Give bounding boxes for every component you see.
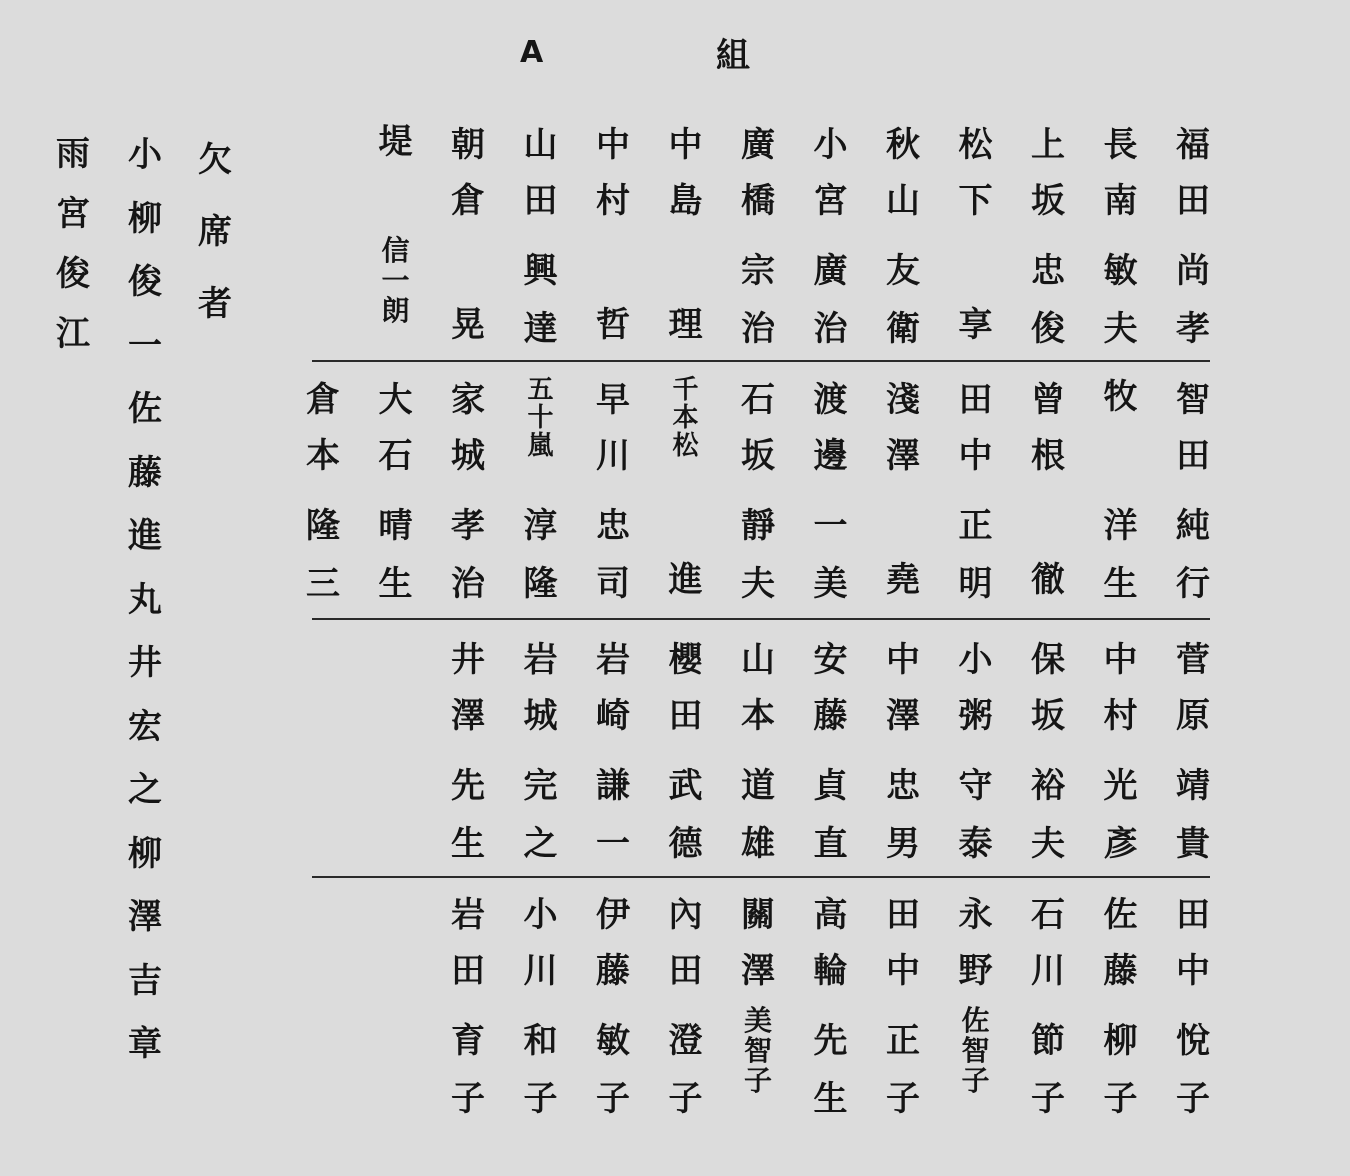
surname: 小 粥 bbox=[958, 640, 993, 736]
name-column bbox=[1098, 125, 1144, 355]
group-divider bbox=[312, 876, 1210, 878]
name-column bbox=[590, 380, 636, 610]
name-column bbox=[1170, 895, 1216, 1125]
given-name: 和 子 bbox=[523, 1021, 558, 1119]
name-column bbox=[1025, 640, 1071, 870]
name-column bbox=[735, 640, 781, 870]
name-column bbox=[735, 895, 781, 1125]
given-name: 隆 三 bbox=[306, 506, 340, 604]
given-name: 晃 bbox=[451, 305, 485, 345]
name-column bbox=[518, 375, 564, 610]
surname: 岩 城 bbox=[523, 640, 558, 736]
surname: 中 村 bbox=[596, 125, 630, 221]
given-name: 孝 治 bbox=[451, 506, 485, 604]
surname: 智 田 bbox=[1176, 380, 1210, 476]
name-column bbox=[953, 895, 999, 1125]
name-column bbox=[1170, 380, 1216, 610]
name-column bbox=[590, 895, 636, 1125]
surname: 廣 橋 bbox=[741, 125, 775, 221]
name-column bbox=[1098, 377, 1144, 610]
surname: 田 中 bbox=[886, 895, 920, 991]
surname: 中 村 bbox=[1103, 640, 1138, 736]
name-column bbox=[1025, 380, 1071, 610]
surname: 中 澤 bbox=[886, 640, 920, 736]
surname: 倉 本 bbox=[306, 380, 340, 476]
name-column bbox=[808, 640, 854, 870]
absentees-heading: 欠 席 者 bbox=[198, 140, 232, 324]
surname: 永 野 bbox=[958, 895, 993, 991]
surname: 秋 山 bbox=[886, 125, 920, 221]
surname: 田 中 bbox=[1176, 895, 1210, 991]
given-name: 興 達 bbox=[523, 251, 558, 349]
name-column bbox=[373, 380, 419, 610]
given-name: 進 bbox=[668, 560, 703, 600]
surname: 高 輪 bbox=[813, 895, 848, 991]
given-name: 徹 bbox=[1031, 560, 1065, 600]
given-name: 宗 治 bbox=[741, 251, 775, 349]
name-column bbox=[953, 125, 999, 355]
surname: 岩 崎 bbox=[596, 640, 630, 736]
name-column bbox=[590, 125, 636, 355]
given-name: 佐 智 子 bbox=[961, 1004, 990, 1097]
surname: 牧 bbox=[1103, 377, 1138, 417]
given-name: 享 bbox=[958, 305, 993, 345]
given-name: 敏 夫 bbox=[1103, 251, 1138, 349]
surname: 渡 邊 bbox=[813, 380, 848, 476]
surname: 朝 倉 bbox=[451, 125, 485, 221]
name-column bbox=[880, 640, 926, 870]
name-column bbox=[445, 640, 491, 870]
surname: 長 南 bbox=[1103, 125, 1138, 221]
name-column bbox=[1170, 125, 1216, 355]
name-column bbox=[663, 125, 709, 355]
given-name: 柳 子 bbox=[1103, 1021, 1138, 1119]
given-name: 完 之 bbox=[523, 766, 558, 864]
surname: 岩 田 bbox=[451, 895, 485, 991]
group-divider bbox=[312, 360, 1210, 362]
surname: 小 宮 bbox=[813, 125, 848, 221]
given-name: 美 智 子 bbox=[743, 1004, 772, 1097]
surname: 伊 藤 bbox=[596, 895, 630, 991]
surname: 小 川 bbox=[523, 895, 558, 991]
name-column bbox=[590, 640, 636, 870]
name-column bbox=[445, 895, 491, 1125]
surname: 內 田 bbox=[668, 895, 703, 991]
given-name: 洋 生 bbox=[1103, 506, 1138, 604]
title-char: 組 bbox=[716, 36, 750, 76]
name-column bbox=[880, 380, 926, 610]
given-name: 忠 司 bbox=[596, 506, 630, 604]
name-column bbox=[735, 125, 781, 355]
surname: 中 島 bbox=[668, 125, 703, 221]
name-column bbox=[445, 380, 491, 610]
name-column bbox=[735, 380, 781, 610]
surname: 家 城 bbox=[451, 380, 485, 476]
given-name: 正 子 bbox=[886, 1021, 920, 1119]
surname: 關 澤 bbox=[741, 895, 775, 991]
surname: 櫻 田 bbox=[668, 640, 703, 736]
given-name: 堯 bbox=[886, 560, 920, 600]
name-column bbox=[1025, 125, 1071, 355]
name-column bbox=[445, 125, 491, 355]
surname: 山 田 bbox=[523, 125, 558, 221]
name-column bbox=[300, 380, 346, 610]
surname: 山 本 bbox=[741, 640, 775, 736]
given-name: 正 明 bbox=[958, 506, 993, 604]
name-column bbox=[663, 895, 709, 1125]
surname: 安 藤 bbox=[813, 640, 848, 736]
surname: 淺 澤 bbox=[886, 380, 920, 476]
surname: 松 下 bbox=[958, 125, 993, 221]
surname: 田 中 bbox=[958, 380, 993, 476]
given-name: 友 衛 bbox=[886, 251, 920, 349]
given-name: 哲 bbox=[596, 305, 630, 345]
group-divider bbox=[312, 618, 1210, 620]
name-column bbox=[953, 640, 999, 870]
name-column bbox=[1098, 895, 1144, 1125]
given-name: 淳 隆 bbox=[523, 506, 558, 604]
surname: 保 坂 bbox=[1031, 640, 1065, 736]
name-column bbox=[373, 122, 419, 355]
name-column bbox=[880, 895, 926, 1125]
given-name: 謙 一 bbox=[596, 766, 630, 864]
given-name: 守 泰 bbox=[958, 766, 993, 864]
given-name: 靖 貴 bbox=[1176, 766, 1210, 864]
given-name: 澄 子 bbox=[668, 1021, 703, 1119]
name-column bbox=[518, 895, 564, 1125]
surname: 大 石 bbox=[378, 380, 413, 476]
given-name: 悅 子 bbox=[1176, 1021, 1210, 1119]
surname: 五 十 嵐 bbox=[527, 375, 554, 461]
surname: 福 田 bbox=[1176, 125, 1210, 221]
name-column bbox=[518, 640, 564, 870]
page-title bbox=[520, 28, 750, 77]
name-column bbox=[663, 640, 709, 870]
given-name: 廣 治 bbox=[813, 251, 848, 349]
name-column bbox=[1025, 895, 1071, 1125]
surname: 菅 原 bbox=[1176, 640, 1210, 736]
surname: 早 川 bbox=[596, 380, 630, 476]
given-name: 先 生 bbox=[451, 766, 485, 864]
name-column bbox=[1098, 640, 1144, 870]
surname: 佐 藤 bbox=[1103, 895, 1138, 991]
given-name: 信 一 朗 bbox=[381, 234, 410, 327]
surname: 曾 根 bbox=[1031, 380, 1065, 476]
given-name: 忠 俊 bbox=[1031, 251, 1065, 349]
given-name: 貞 直 bbox=[813, 766, 848, 864]
absentees-names: 雨 宮 俊 江 bbox=[56, 134, 90, 354]
given-name: 育 子 bbox=[451, 1021, 485, 1119]
surname: 井 澤 bbox=[451, 640, 485, 736]
absentees-names: 小 柳 俊 一 佐 藤 進 丸 井 宏 之 柳 澤 吉 章 bbox=[128, 135, 162, 1064]
title-letter: A bbox=[520, 35, 544, 70]
given-name: 理 bbox=[668, 305, 703, 345]
surname: 石 川 bbox=[1031, 895, 1065, 991]
name-column bbox=[953, 380, 999, 610]
name-column bbox=[663, 375, 709, 610]
given-name: 靜 夫 bbox=[741, 506, 775, 604]
name-column bbox=[808, 895, 854, 1125]
name-column bbox=[808, 380, 854, 610]
given-name: 光 彥 bbox=[1103, 766, 1138, 864]
surname: 堤 bbox=[378, 122, 413, 162]
name-column bbox=[1170, 640, 1216, 870]
surname: 石 坂 bbox=[741, 380, 775, 476]
name-column bbox=[518, 125, 564, 355]
name-column bbox=[880, 125, 926, 355]
given-name: 武 德 bbox=[668, 766, 703, 864]
given-name: 裕 夫 bbox=[1031, 766, 1065, 864]
given-name: 晴 生 bbox=[378, 506, 413, 604]
given-name: 尚 孝 bbox=[1176, 251, 1210, 349]
given-name: 先 生 bbox=[813, 1021, 848, 1119]
given-name: 純 行 bbox=[1176, 506, 1210, 604]
given-name: 一 美 bbox=[813, 506, 848, 604]
given-name: 節 子 bbox=[1031, 1021, 1065, 1119]
name-column bbox=[808, 125, 854, 355]
given-name: 敏 子 bbox=[596, 1021, 630, 1119]
surname: 千 本 松 bbox=[672, 375, 699, 461]
surname: 上 坂 bbox=[1031, 125, 1065, 221]
given-name: 忠 男 bbox=[886, 766, 920, 864]
given-name: 道 雄 bbox=[741, 766, 775, 864]
